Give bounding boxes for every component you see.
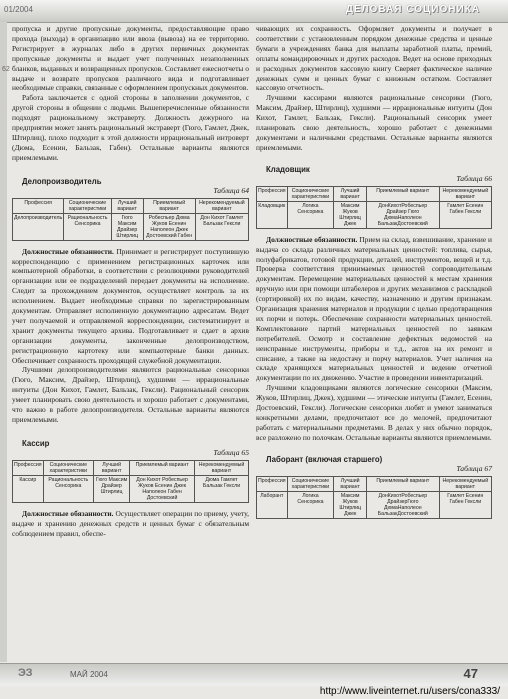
- paragraph: чивающих их сохранность. Оформляет документы и получает в соответствии с установленным порядком денежные средства и ценные бумаги в учреждениях банка для выплаты заработной платы, премий, оплаты командировочных и других расходов. Ведет на основе приходных и расходных документов кассовую книгу Сверяет фактическое наличие денежных сумм и ценных бумаг с книжным остатком. Составляет кассовую отчетность.: [256, 24, 492, 93]
- paragraph: Работа заключается с одной стороны в заполнении документов, с другой стороны в общении с людьми. Вышеперечисленные обязанности подходят рациональному экстраверту. Должность дежурного на предприятии может занять рациональный экстраверт (Гюго, Гамлет, Джек, Штирлиц), плохо подходит к этой должности иррациональный интроверт (Дюма, Есенин, Бальзак, Габен). Остальные варианты являются приемлемыми.: [12, 93, 249, 162]
- table-header: Соционические характеристики: [43, 460, 94, 475]
- table-header: Профессия: [257, 186, 288, 201]
- table-cell: Дюма Гамлет Бальзак Гексли: [195, 475, 249, 502]
- table-cell: Дон Кихот Гамлет Бальзак Гексли: [195, 213, 248, 240]
- duties-label: Должностные обязанности.: [266, 234, 358, 244]
- table-header: Лучший вариант: [334, 186, 367, 201]
- table-cell: Робеспьер Дюма Жуков Есенин Наполеон Джек Достоевский Габен: [143, 213, 195, 240]
- table-cell: Гамлет Есенин Габен Гексли: [439, 201, 491, 228]
- table-cell: Кладовщик: [257, 201, 288, 228]
- footer-bar: [0, 663, 508, 686]
- table-label: Таблица 65: [213, 447, 249, 457]
- table-header: Лучший вариант: [94, 460, 130, 475]
- table-cell: Логика Сенсорика: [287, 201, 334, 228]
- table-header: Нерекомендуемый вариант: [195, 460, 249, 475]
- left-column: [12, 24, 249, 539]
- duties-label: Должностные обязанности.: [22, 246, 114, 256]
- source-url[interactable]: http://www.liveinternet.ru/users/cona333/: [319, 686, 500, 697]
- table-cell: Гюго Максим Драйзер Штирлиц: [94, 475, 130, 502]
- duties-label: Должностные обязанности.: [22, 508, 114, 518]
- table-cell: Максим Жуков Штирлиц Джек: [334, 491, 367, 518]
- table-cell: Дон Кихот Робеспьер Жуков Есенин Джек Наполеон Габен Достоевский: [130, 475, 195, 502]
- table-65: [12, 460, 249, 503]
- table-header: Соционические характеристики: [64, 198, 112, 213]
- table-header: Профессия: [13, 198, 64, 213]
- table-header: Соционические характеристики: [287, 476, 334, 491]
- table-cell: Лаборант: [257, 491, 288, 518]
- rubric-title: ДЕЛОВАЯ СОЦИОНИКА: [345, 4, 480, 15]
- table-header: Лучший вариант: [334, 476, 367, 491]
- table-header: Лучший вариант: [111, 198, 143, 213]
- margin-number: 62: [2, 66, 10, 73]
- right-column: [256, 24, 492, 523]
- table-header: Нерекомендуемый вариант: [439, 186, 491, 201]
- paragraph: Лучшими кладовщиками являются логические сенсорики (Максим, Жуков, Штирлиц, Джек), худшими — этические интуиты (Гамлет, Есенин, Достоевский, Гексли). Логические сенсорики любят и умеют заниматься конкретными делами, предпочитают все до мелочей, предпочитают работать с материальными предметами. В делах у них обычно порядок, все разложено по полочкам. Остальные варианты являются приемлемыми.: [256, 383, 492, 442]
- margin-strip: [0, 22, 7, 662]
- table-header: Приемлемый вариант: [366, 186, 439, 201]
- section-title-delo: Делопроизводитель: [22, 176, 102, 186]
- issue-date: МАЙ 2004: [70, 670, 108, 679]
- magazine-logo: ЭЗ: [18, 667, 33, 679]
- paragraph: Осуществляет операции по приему, учету, выдаче и хранению денежных средств и ценных бумаг с обязательным соблюдением правил, обеспе-: [12, 508, 249, 538]
- table-header: Профессия: [257, 476, 288, 491]
- table-cell: Делопроизводитель: [13, 213, 64, 240]
- table-cell: Гамлет Есенин Габен Гексли: [439, 491, 491, 518]
- table-header: Соционические характеристики: [287, 186, 334, 201]
- table-cell: Кассир: [13, 475, 44, 502]
- table-66: [256, 186, 492, 229]
- table-cell: ДонКихотРобеспьер Драйзер Гюго ДюмаНаполеон БальзакДостоевский: [366, 201, 439, 228]
- table-cell: Логика Сенсорика: [287, 491, 334, 518]
- table-64: [12, 198, 249, 241]
- table-label: Таблица 66: [456, 173, 492, 183]
- table-label: Таблица 64: [213, 185, 249, 195]
- table-header: Нерекомендуемый вариант: [195, 198, 248, 213]
- section-title-sklad: Кладовщик: [266, 164, 310, 174]
- table-cell: Гюго Максим Драйзер Штирлиц: [111, 213, 143, 240]
- table-header: Профессия: [13, 460, 44, 475]
- table-67: [256, 476, 492, 519]
- table-header: Приемлемый вариант: [130, 460, 195, 475]
- issue-number: 01/2004: [4, 5, 33, 14]
- paragraph: Принимает и регистрирует поступившую корреспонденцию с применением регистрационных карточек или компьютерной обработки, в соответствии с резолюциями руководителей организации или ее подразделений передает документы на исполнение. Следит за прохождением документов, осуществляет контроль за их исполнением. Выдает необходимые справки по зарегистрированным документам. Отправляет исполненную документацию адресатам. Ведет учет получаемой и отправляемой корреспонденции, систематизирует и хранит документы текущего архива. Подготавливает и сдает в архив организации документы, законченные делопроизводством, регистрационную картотеку или компьютерные банки данных. Обеспечивает сохранность проходящей служебной документации.: [12, 246, 250, 365]
- table-header: Приемлемый вариант: [367, 476, 440, 491]
- table-header: Нерекомендуемый вариант: [439, 476, 491, 491]
- table-header: Приемлемый вариант: [143, 198, 195, 213]
- paragraph: Лучшими делопроизводителями являются рациональные сенсорики (Гюго, Максим, Драйзер, Штирлиц), худшими — иррациональные интуиты (Дон Кихот, Гамлет, Бальзак, Гексли). Рациональный сенсорик умеет планировать свою деятельность и хорошо работает с документами, что важно в работе делопроизводителя. Остальные варианты являются приемлемыми.: [12, 365, 249, 424]
- paragraph: Прием на склад, взвешивание, хранение и выдача со склада различных материальных ценностей: топлива, сырья, полуфабрикатов, готовой продукции, деталей, инструментов, вещей и т.д. Проверка соответствия принимаемых ценностей сопроводительным документам. Перемещение материальных ценностей к местам хранения вручную или при помощи штабелеров и других механизмов с раскладкой (сортировкой) их по видам, качеству, назначению и другим признакам. Организация хранения материалов и продукции с целью предотвращения их порчи и потерь. Обеспечение сохранности материальных ценностей. Комплектование партий материальных ценностей по заявкам потребителей. Осмотр и составление дефектных ведомостей на неисправные инструменты, приборы и т.д., актов на их ремонт и списание, а также на недостачу и порчу материалов. Учет наличия на складе хранящихся материальных ценностей и ведение отчетной документации по их движению. Участие в проведении инвентаризаций.: [256, 234, 492, 383]
- table-cell: Рациональность Сенсорика: [64, 213, 112, 240]
- table-cell: Рациональность Сенсорика: [43, 475, 94, 502]
- table-cell: ДонКихотРобеспьер ДрайзерГюго ДюмаНаполеон БальзакДостоевский: [367, 491, 440, 518]
- paragraph: пропуска и другие пропускные документы, предоставляющие право прохода (выхода) в организацию или ввоза (вывоза) на ее территорию. Регистрирует в журналах либо в других первичных документах пропускные документы и выдает учет полученных незаполненных бланков, выданных и возвращенных пропусков. Составляет ежеснотчеты о выдаче и возврате пропусков различного вида и подготавливает необходимые справки, связанные с оформлением пропускных документов.: [12, 24, 249, 93]
- page-number: 47: [463, 666, 478, 681]
- paragraph: Лучшими кассирами являются рациональные сенсорики (Гюго, Максим, Драйзер, Штирлиц), худшими — иррациональные интуиты (Дон Кихот, Гамлет, Бальзак, Гексли). Рациональный сенсорик умеет планировать свою деятельность, хорошо работает с денежными документами и наличными средствами. Остальные варианты являются приемлемыми.: [256, 93, 492, 152]
- table-cell: Максим Жуков Штирлиц Джек: [334, 201, 367, 228]
- section-title-kassir: Кассир: [22, 438, 50, 448]
- header-bar: [0, 0, 508, 23]
- table-label: Таблица 67: [456, 463, 492, 473]
- section-title-laborant: Лаборант (включая старшего): [266, 454, 383, 464]
